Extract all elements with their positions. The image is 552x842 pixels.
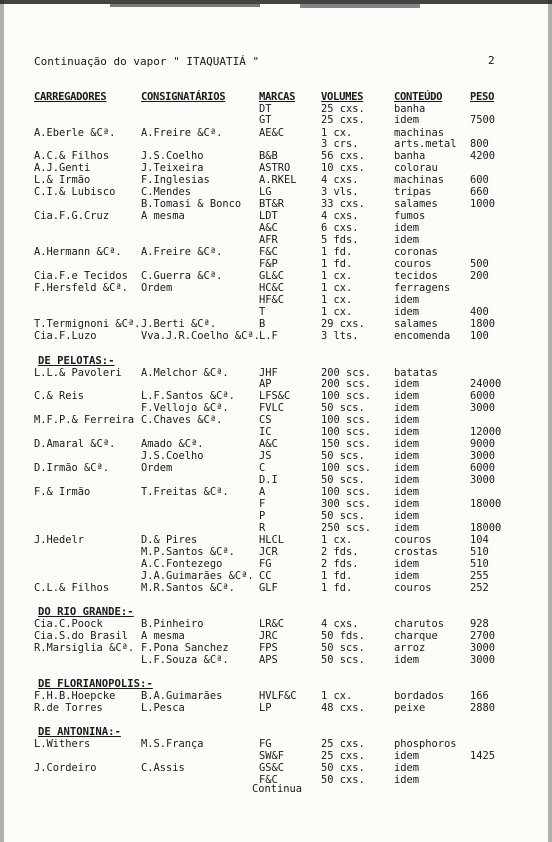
- contents-cell: fumos: [394, 210, 426, 222]
- weight-cell: 200: [470, 270, 489, 282]
- marks-cell: B: [259, 318, 266, 330]
- marks-cell: IC: [259, 426, 272, 438]
- table-row: [0, 523, 552, 534]
- marks-cell: FPS: [259, 642, 278, 654]
- table-row: [0, 331, 552, 342]
- weight-cell: 1000: [470, 198, 496, 210]
- scan-artifact: [0, 0, 552, 4]
- contents-cell: idem: [394, 114, 420, 126]
- table-row: [0, 319, 552, 330]
- table-row: [0, 223, 552, 234]
- volumes-cell: 33 cxs.: [321, 198, 365, 210]
- footer-continua: Continua: [252, 783, 303, 795]
- table-row: [0, 631, 552, 642]
- table-row: [0, 235, 552, 246]
- table-row: [0, 163, 552, 174]
- weight-cell: 12000: [470, 426, 502, 438]
- shipper-cell: R.Marsiglia &Cª.: [34, 642, 135, 654]
- marks-cell: JHF: [259, 367, 278, 379]
- consignee-cell: F.Inglesias: [141, 174, 210, 186]
- volumes-cell: 2 fds.: [321, 558, 359, 570]
- shipper-cell: C.& Reis: [34, 390, 85, 402]
- consignee-cell: A.Freire &Cª.: [141, 246, 223, 258]
- table-row: [0, 439, 552, 450]
- volumes-cell: 25 cxs.: [321, 750, 365, 762]
- table-row: [0, 655, 552, 666]
- table-row: [0, 115, 552, 126]
- volumes-cell: 200 scs.: [321, 367, 372, 379]
- table-row: [0, 427, 552, 438]
- weight-cell: 3000: [470, 450, 496, 462]
- marks-cell: DT: [259, 103, 272, 115]
- contents-cell: batatas: [394, 367, 438, 379]
- shipper-cell: F.H.B.Hoepcke: [34, 690, 116, 702]
- volumes-cell: 3 crs.: [321, 138, 359, 150]
- shipper-cell: A.C.& Filhos: [34, 150, 110, 162]
- marks-cell: LDT: [259, 210, 278, 222]
- marks-cell: A&C: [259, 222, 278, 234]
- shipper-cell: D.Irmão &Cª.: [34, 462, 110, 474]
- table-row: [0, 199, 552, 210]
- shipper-cell: A.J.Genti: [34, 162, 91, 174]
- volumes-cell: 25 cxs.: [321, 114, 365, 126]
- consignee-cell: J.Berti &Cª.: [141, 318, 217, 330]
- volumes-cell: 1 cx.: [321, 306, 353, 318]
- table-row: [0, 283, 552, 294]
- column-header: PESO: [470, 91, 495, 103]
- weight-cell: 9000: [470, 438, 496, 450]
- shipper-cell: C.L.& Filhos: [34, 582, 110, 594]
- table-row: [0, 307, 552, 318]
- volumes-cell: 1 fd.: [321, 570, 353, 582]
- shipper-cell: Cia.F.Luzo: [34, 330, 97, 342]
- volumes-cell: 1 cx.: [321, 690, 353, 702]
- consignee-cell: J.S.Coelho: [141, 150, 204, 162]
- volumes-cell: 1 cx.: [321, 270, 353, 282]
- weight-cell: 7500: [470, 114, 496, 126]
- table-row: [0, 535, 552, 546]
- table-row: [0, 703, 552, 714]
- marks-cell: HF&C: [259, 294, 285, 306]
- marks-cell: F&C: [259, 246, 278, 258]
- volumes-cell: 50 scs.: [321, 450, 365, 462]
- table-row: [0, 763, 552, 774]
- weight-cell: 4200: [470, 150, 496, 162]
- contents-cell: salames: [394, 318, 438, 330]
- weight-cell: 18000: [470, 522, 502, 534]
- table-row: [0, 463, 552, 474]
- contents-cell: machinas: [394, 127, 445, 139]
- marks-cell: HVLF&C: [259, 690, 297, 702]
- volumes-cell: 1 fd.: [321, 582, 353, 594]
- volumes-cell: 50 cxs.: [321, 762, 365, 774]
- scan-artifact: [110, 4, 260, 7]
- weight-cell: 510: [470, 558, 489, 570]
- marks-cell: GLF: [259, 582, 278, 594]
- contents-cell: idem: [394, 498, 420, 510]
- table-row: [0, 751, 552, 762]
- weight-cell: 24000: [470, 378, 502, 390]
- contents-cell: couros: [394, 258, 432, 270]
- volumes-cell: 2 fds.: [321, 546, 359, 558]
- marks-cell: R: [259, 522, 266, 534]
- column-header: MARCAS: [259, 91, 296, 103]
- table-row: [0, 547, 552, 558]
- volumes-cell: 250 scs.: [321, 522, 372, 534]
- contents-cell: idem: [394, 414, 420, 426]
- table-row: [0, 379, 552, 390]
- volumes-cell: 50 scs.: [321, 642, 365, 654]
- section-heading: DE PELOTAS:-: [38, 355, 115, 367]
- section-heading: DO RIO GRANDE:-: [38, 606, 134, 618]
- volumes-cell: 48 cxs.: [321, 702, 365, 714]
- consignee-cell: Ordem: [141, 462, 173, 474]
- marks-cell: JS: [259, 450, 272, 462]
- consignee-cell: J.Teixeira: [141, 162, 204, 174]
- contents-cell: arroz: [394, 642, 426, 654]
- volumes-cell: 25 cxs.: [321, 103, 365, 115]
- marks-cell: D.I: [259, 474, 278, 486]
- marks-cell: JRC: [259, 630, 278, 642]
- volumes-cell: 1 fd.: [321, 258, 353, 270]
- contents-cell: banha: [394, 103, 426, 115]
- shipper-cell: Cia.S.do Brasil: [34, 630, 128, 642]
- shipper-cell: L.& Irmão: [34, 174, 91, 186]
- column-header: CARREGADORES: [34, 91, 107, 103]
- weight-cell: 3000: [470, 642, 496, 654]
- volumes-cell: 50 scs.: [321, 654, 365, 666]
- consignee-cell: A mesma: [141, 210, 185, 222]
- weight-cell: 6000: [470, 390, 496, 402]
- consignee-cell: C.Chaves &Cª.: [141, 414, 223, 426]
- volumes-cell: 200 scs.: [321, 378, 372, 390]
- column-header: CONTEÚDO: [394, 91, 443, 103]
- volumes-cell: 3 lts.: [321, 330, 359, 342]
- consignee-cell: L.F.Souza &Cª.: [141, 654, 229, 666]
- shipper-cell: Cia.F.G.Cruz: [34, 210, 110, 222]
- marks-cell: FG: [259, 558, 272, 570]
- table-row: [0, 187, 552, 198]
- weight-cell: 600: [470, 174, 489, 186]
- shipper-cell: J.Cordeiro: [34, 762, 97, 774]
- contents-cell: encomenda: [394, 330, 451, 342]
- volumes-cell: 5 fds.: [321, 234, 359, 246]
- contents-cell: idem: [394, 474, 420, 486]
- table-row: [0, 175, 552, 186]
- consignee-cell: D.& Pires: [141, 534, 198, 546]
- marks-cell: LR&C: [259, 618, 285, 630]
- contents-cell: idem: [394, 654, 420, 666]
- weight-cell: 100: [470, 330, 489, 342]
- weight-cell: 6000: [470, 462, 496, 474]
- weight-cell: 252: [470, 582, 489, 594]
- shipper-cell: C.I.& Lubisco: [34, 186, 116, 198]
- contents-cell: phosphoros: [394, 738, 457, 750]
- volumes-cell: 50 fds.: [321, 630, 365, 642]
- volumes-cell: 50 scs.: [321, 510, 365, 522]
- consignee-cell: F.Vellojo &Cª.: [141, 402, 229, 414]
- volumes-cell: 50 scs.: [321, 474, 365, 486]
- marks-cell: ASTRO: [259, 162, 291, 174]
- shipper-cell: Cia.F.e Tecidos: [34, 270, 128, 282]
- table-row: [0, 451, 552, 462]
- weight-cell: 1425: [470, 750, 496, 762]
- table-row: [0, 619, 552, 630]
- contents-cell: peixe: [394, 702, 426, 714]
- weight-cell: 18000: [470, 498, 502, 510]
- consignee-cell: F.Pona Sanchez: [141, 642, 229, 654]
- contents-cell: banha: [394, 150, 426, 162]
- marks-cell: AE&C: [259, 127, 285, 139]
- contents-cell: idem: [394, 462, 420, 474]
- weight-cell: 928: [470, 618, 489, 630]
- contents-cell: idem: [394, 426, 420, 438]
- shipper-cell: F.Hersfeld &Cª.: [34, 282, 128, 294]
- contents-cell: arts.metal: [394, 138, 457, 150]
- consignee-cell: M.R.Santos &Cª.: [141, 582, 235, 594]
- volumes-cell: 1 fd.: [321, 246, 353, 258]
- shipper-cell: A.Eberle &Cª.: [34, 127, 116, 139]
- page-number: 2: [488, 54, 495, 67]
- consignee-cell: T.Freitas &Cª.: [141, 486, 229, 498]
- contents-cell: idem: [394, 522, 420, 534]
- volumes-cell: 1 cx.: [321, 127, 353, 139]
- weight-cell: 2700: [470, 630, 496, 642]
- marks-cell: LP: [259, 702, 272, 714]
- contents-cell: charutos: [394, 618, 445, 630]
- table-row: [0, 415, 552, 426]
- table-row: [0, 475, 552, 486]
- marks-cell: P: [259, 510, 266, 522]
- table-row: [0, 139, 552, 150]
- marks-cell: FG: [259, 738, 272, 750]
- weight-cell: 166: [470, 690, 489, 702]
- shipper-cell: T.Termignoni &Cª.: [34, 318, 141, 330]
- shipper-cell: D.Amaral &Cª.: [34, 438, 116, 450]
- table-row: [0, 391, 552, 402]
- marks-cell: F: [259, 498, 266, 510]
- shipper-cell: L.L.& Pavoleri: [34, 367, 122, 379]
- contents-cell: ferragens: [394, 282, 451, 294]
- contents-cell: idem: [394, 486, 420, 498]
- contents-cell: tecidos: [394, 270, 438, 282]
- table-row: [0, 487, 552, 498]
- consignee-cell: B.A.Guimarães: [141, 690, 223, 702]
- volumes-cell: 29 cxs.: [321, 318, 365, 330]
- volumes-cell: 50 cxs.: [321, 774, 365, 786]
- consignee-cell: A.Freire &Cª.: [141, 127, 223, 139]
- weight-cell: 3000: [470, 654, 496, 666]
- table-row: [0, 739, 552, 750]
- contents-cell: couros: [394, 582, 432, 594]
- marks-cell: T: [259, 306, 266, 318]
- consignee-cell: Amado &Cª.: [141, 438, 204, 450]
- marks-cell: A.RKEL: [259, 174, 297, 186]
- marks-cell: APS: [259, 654, 278, 666]
- consignee-cell: A.C.Fontezego: [141, 558, 223, 570]
- contents-cell: idem: [394, 294, 420, 306]
- contents-cell: couros: [394, 534, 432, 546]
- weight-cell: 660: [470, 186, 489, 198]
- consignee-cell: J.A.Guimarães &Cª.: [141, 570, 254, 582]
- weight-cell: 2880: [470, 702, 496, 714]
- scan-artifact: [300, 4, 420, 8]
- marks-cell: LFS&C: [259, 390, 291, 402]
- contents-cell: salames: [394, 198, 438, 210]
- marks-cell: SW&F: [259, 750, 285, 762]
- table-row: [0, 259, 552, 270]
- marks-cell: GL&C: [259, 270, 285, 282]
- marks-cell: A: [259, 486, 266, 498]
- contents-cell: idem: [394, 390, 420, 402]
- contents-cell: idem: [394, 762, 420, 774]
- contents-cell: tripas: [394, 186, 432, 198]
- table-row: [0, 403, 552, 414]
- weight-cell: 800: [470, 138, 489, 150]
- marks-cell: FVLC: [259, 402, 285, 414]
- table-row: [0, 571, 552, 582]
- weight-cell: 500: [470, 258, 489, 270]
- table-row: [0, 691, 552, 702]
- consignee-cell: Ordem: [141, 282, 173, 294]
- consignee-cell: Vva.J.R.Coelho &Cª.: [141, 330, 260, 342]
- marks-cell: AFR: [259, 234, 278, 246]
- document-title: Continuação do vapor " ITAQUATIÁ ": [34, 55, 260, 68]
- marks-cell: CC: [259, 570, 272, 582]
- consignee-cell: L.F.Santos &Cª.: [141, 390, 235, 402]
- contents-cell: idem: [394, 378, 420, 390]
- contents-cell: crostas: [394, 546, 438, 558]
- volumes-cell: 4 cxs.: [321, 210, 359, 222]
- weight-cell: 400: [470, 306, 489, 318]
- weight-cell: 3000: [470, 474, 496, 486]
- section-heading: DE ANTONINA:-: [38, 726, 121, 738]
- table-row: [0, 247, 552, 258]
- marks-cell: GS&C: [259, 762, 285, 774]
- marks-cell: BT&R: [259, 198, 285, 210]
- marks-cell: L.F: [259, 330, 278, 342]
- marks-cell: F&C: [259, 774, 278, 786]
- table-row: [0, 511, 552, 522]
- contents-cell: idem: [394, 570, 420, 582]
- contents-cell: machinas: [394, 174, 445, 186]
- shipper-cell: F.& Irmão: [34, 486, 91, 498]
- volumes-cell: 3 vls.: [321, 186, 359, 198]
- volumes-cell: 100 scs.: [321, 426, 372, 438]
- consignee-cell: C.Mendes: [141, 186, 192, 198]
- shipper-cell: Cia.C.Poock: [34, 618, 103, 630]
- shipper-cell: M.F.P.& Ferreira: [34, 414, 135, 426]
- shipper-cell: J.Hedelr: [34, 534, 85, 546]
- volumes-cell: 50 scs.: [321, 402, 365, 414]
- contents-cell: idem: [394, 558, 420, 570]
- volumes-cell: 100 scs.: [321, 414, 372, 426]
- table-row: [0, 559, 552, 570]
- contents-cell: charque: [394, 630, 438, 642]
- marks-cell: JCR: [259, 546, 278, 558]
- consignee-cell: B.Tomasi & Bonco: [141, 198, 242, 210]
- volumes-cell: 300 scs.: [321, 498, 372, 510]
- contents-cell: idem: [394, 450, 420, 462]
- table-row: [0, 271, 552, 282]
- volumes-cell: 56 cxs.: [321, 150, 365, 162]
- volumes-cell: 1 cx.: [321, 294, 353, 306]
- consignee-cell: J.S.Coelho: [141, 450, 204, 462]
- volumes-cell: 10 cxs.: [321, 162, 365, 174]
- contents-cell: idem: [394, 222, 420, 234]
- weight-cell: 3000: [470, 402, 496, 414]
- column-header: CONSIGNATÁRIOS: [141, 91, 226, 103]
- table-row: [0, 583, 552, 594]
- table-row: [0, 295, 552, 306]
- volumes-cell: 1 cx.: [321, 534, 353, 546]
- consignee-cell: A.Melchor &Cª.: [141, 367, 229, 379]
- contents-cell: idem: [394, 234, 420, 246]
- volumes-cell: 1 cx.: [321, 282, 353, 294]
- contents-cell: idem: [394, 510, 420, 522]
- shipper-cell: A.Hermann &Cª.: [34, 246, 122, 258]
- marks-cell: CS: [259, 414, 272, 426]
- marks-cell: C: [259, 462, 266, 474]
- shipper-cell: R.de Torres: [34, 702, 103, 714]
- contents-cell: coronas: [394, 246, 438, 258]
- contents-cell: bordados: [394, 690, 445, 702]
- section-heading: DE FLORIANOPOLIS:-: [38, 678, 153, 690]
- marks-cell: A&C: [259, 438, 278, 450]
- contents-cell: idem: [394, 750, 420, 762]
- table-row: [0, 643, 552, 654]
- weight-cell: 510: [470, 546, 489, 558]
- volumes-cell: 6 cxs.: [321, 222, 359, 234]
- weight-cell: 104: [470, 534, 489, 546]
- consignee-cell: C.Assis: [141, 762, 185, 774]
- marks-cell: GT: [259, 114, 272, 126]
- marks-cell: LG: [259, 186, 272, 198]
- volumes-cell: 150 scs.: [321, 438, 372, 450]
- consignee-cell: M.S.França: [141, 738, 204, 750]
- volumes-cell: 25 cxs.: [321, 738, 365, 750]
- marks-cell: HC&C: [259, 282, 285, 294]
- volumes-cell: 100 scs.: [321, 462, 372, 474]
- marks-cell: HLCL: [259, 534, 285, 546]
- consignee-cell: M.P.Santos &Cª.: [141, 546, 235, 558]
- contents-cell: idem: [394, 438, 420, 450]
- volumes-cell: 100 scs.: [321, 486, 372, 498]
- consignee-cell: C.Guerra &Cª.: [141, 270, 223, 282]
- table-row: [0, 211, 552, 222]
- volumes-cell: 4 cxs.: [321, 174, 359, 186]
- marks-cell: AP: [259, 378, 272, 390]
- table-row: [0, 499, 552, 510]
- marks-cell: F&P: [259, 258, 278, 270]
- contents-cell: idem: [394, 774, 420, 786]
- contents-cell: colorau: [394, 162, 438, 174]
- column-header: VOLUMES: [321, 91, 364, 103]
- weight-cell: 1800: [470, 318, 496, 330]
- marks-cell: B&B: [259, 150, 278, 162]
- contents-cell: idem: [394, 402, 420, 414]
- consignee-cell: L.Pesca: [141, 702, 185, 714]
- volumes-cell: 100 scs.: [321, 390, 372, 402]
- weight-cell: 255: [470, 570, 489, 582]
- volumes-cell: 4 cxs.: [321, 618, 359, 630]
- shipper-cell: L.Withers: [34, 738, 91, 750]
- consignee-cell: B.Pinheiro: [141, 618, 204, 630]
- table-row: [0, 151, 552, 162]
- consignee-cell: A mesma: [141, 630, 185, 642]
- contents-cell: idem: [394, 306, 420, 318]
